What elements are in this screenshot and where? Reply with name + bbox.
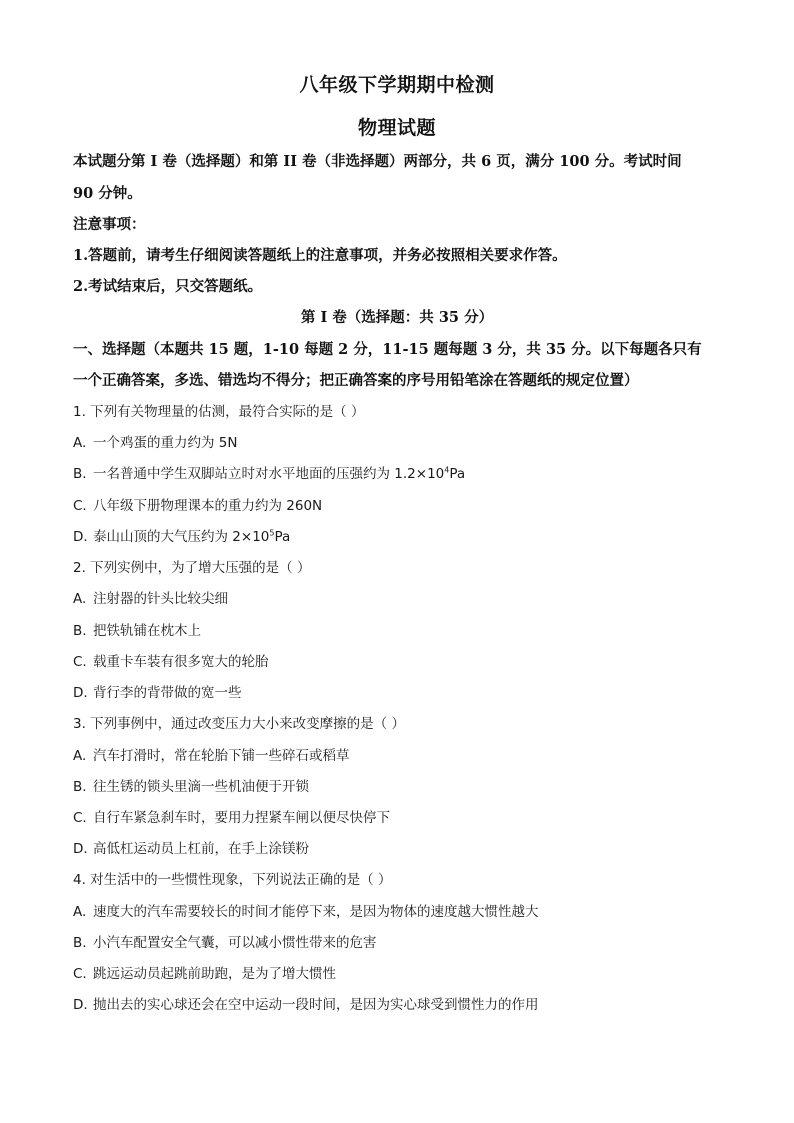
option-text: 把铁轨铺在枕木上 bbox=[93, 623, 201, 639]
option-label: C. bbox=[73, 498, 87, 514]
option-exponent: 5 bbox=[269, 528, 275, 538]
option-text: 速度大的汽车需要较长的时间才能停下来，是因为物体的速度越大惯性越大 bbox=[93, 904, 539, 920]
question-3-option-d bbox=[73, 837, 309, 857]
option-text: 泰山山顶的大气压约为 2×10 bbox=[93, 529, 270, 545]
question-3-option-c bbox=[73, 806, 390, 826]
question-4-option-d bbox=[73, 993, 539, 1013]
question-4-option-c bbox=[73, 962, 336, 982]
option-label: D. bbox=[73, 841, 88, 857]
question-3-option-b bbox=[73, 775, 309, 795]
question-1-option-b bbox=[73, 462, 465, 482]
question-4-stem: 4. 对生活中的一些惯性现象，下列说法正确的是（ ） bbox=[73, 872, 392, 888]
option-text: 汽车打滑时，常在轮胎下铺一些碎石或稻草 bbox=[93, 748, 350, 764]
option-text: 一个鸡蛋的重力约为 5N bbox=[93, 435, 238, 451]
option-text: 注射器的针头比较尖细 bbox=[93, 591, 228, 607]
option-label: B. bbox=[73, 779, 87, 795]
option-text: 一名普通中学生双脚站立时对水平地面的压强约为 1.2×10 bbox=[93, 466, 445, 482]
question-2-stem: 2. 下列实例中，为了增大压强的是（ ） bbox=[73, 560, 311, 576]
option-label: D. bbox=[73, 529, 88, 545]
question-1-option-a bbox=[73, 431, 237, 451]
question-2-option-d bbox=[73, 681, 242, 701]
notes-title: 注意事项： bbox=[73, 216, 146, 233]
option-label: A. bbox=[73, 748, 87, 764]
option-label: C. bbox=[73, 810, 87, 826]
question-2-option-c bbox=[73, 650, 269, 670]
question-1-option-c bbox=[73, 494, 322, 514]
question-2-option-b bbox=[73, 619, 201, 639]
question-4-option-a bbox=[73, 900, 539, 920]
option-unit: Pa bbox=[274, 529, 291, 545]
question-3-option-a bbox=[73, 744, 350, 764]
option-label: B. bbox=[73, 466, 87, 482]
question-1-stem: 1. 下列有关物理量的估测，最符合实际的是（ ） bbox=[73, 404, 365, 420]
option-text: 往生锈的锁头里滴一些机油便于开锁 bbox=[93, 779, 309, 795]
intro-line-2: 90 分钟。 bbox=[73, 185, 142, 202]
option-label: B. bbox=[73, 935, 87, 951]
option-text: 高低杠运动员上杠前，在手上涂镁粉 bbox=[93, 841, 309, 857]
option-label: A. bbox=[73, 591, 87, 607]
option-label: C. bbox=[73, 966, 87, 982]
part1-instructions-2: 一个正确答案，多选、错选均不得分；把正确答案的序号用铅笔涂在答题纸的规定位置） bbox=[73, 372, 639, 389]
option-unit: Pa bbox=[449, 466, 466, 482]
option-text: 八年级下册物理课本的重力约为 260N bbox=[93, 498, 323, 514]
option-text: 自行车紧急刹车时，要用力捏紧车闸以便尽快停下 bbox=[93, 810, 390, 826]
note-2: 2.考试结束后，只交答题纸。 bbox=[73, 278, 263, 295]
question-1-option-d bbox=[73, 525, 290, 545]
exam-subtitle: 物理试题 bbox=[357, 117, 436, 139]
option-text: 载重卡车装有很多宽大的轮胎 bbox=[93, 654, 269, 670]
option-label: A. bbox=[73, 435, 87, 451]
option-text: 跳远运动员起跳前助跑，是为了增大惯性 bbox=[93, 966, 336, 982]
option-label: C. bbox=[73, 654, 87, 670]
note-1: 1.答题前，请考生仔细阅读答题纸上的注意事项，并务必按照相关要求作答。 bbox=[73, 247, 567, 264]
option-text: 背行李的背带做的宽一些 bbox=[93, 685, 242, 701]
option-exponent: 4 bbox=[444, 465, 450, 475]
question-2-option-a bbox=[73, 587, 228, 607]
option-label: D. bbox=[73, 997, 88, 1013]
option-text: 抛出去的实心球还会在空中运动一段时间，是因为实心球受到惯性力的作用 bbox=[93, 997, 539, 1013]
question-3-stem: 3. 下列事例中，通过改变压力大小来改变摩擦的是（ ） bbox=[73, 716, 405, 732]
part1-instructions-1: 一、选择题（本题共 15 题，1-10 每题 2 分，11-15 题每题 3 分，共 35 分。以下每题各只有 bbox=[73, 341, 702, 358]
question-4-option-b bbox=[73, 931, 377, 951]
part1-heading: 第 I 卷（选择题：共 35 分） bbox=[300, 309, 494, 326]
option-text: 小汽车配置安全气囊，可以减小惯性带来的危害 bbox=[93, 935, 377, 951]
option-label: B. bbox=[73, 623, 87, 639]
option-label: A. bbox=[73, 904, 87, 920]
option-label: D. bbox=[73, 685, 88, 701]
exam-title: 八年级下学期期中检测 bbox=[299, 74, 495, 96]
intro-line-1: 本试题分第 I 卷（选择题）和第 II 卷（非选择题）两部分，共 6 页，满分 100 分。考试时间 bbox=[73, 153, 682, 170]
